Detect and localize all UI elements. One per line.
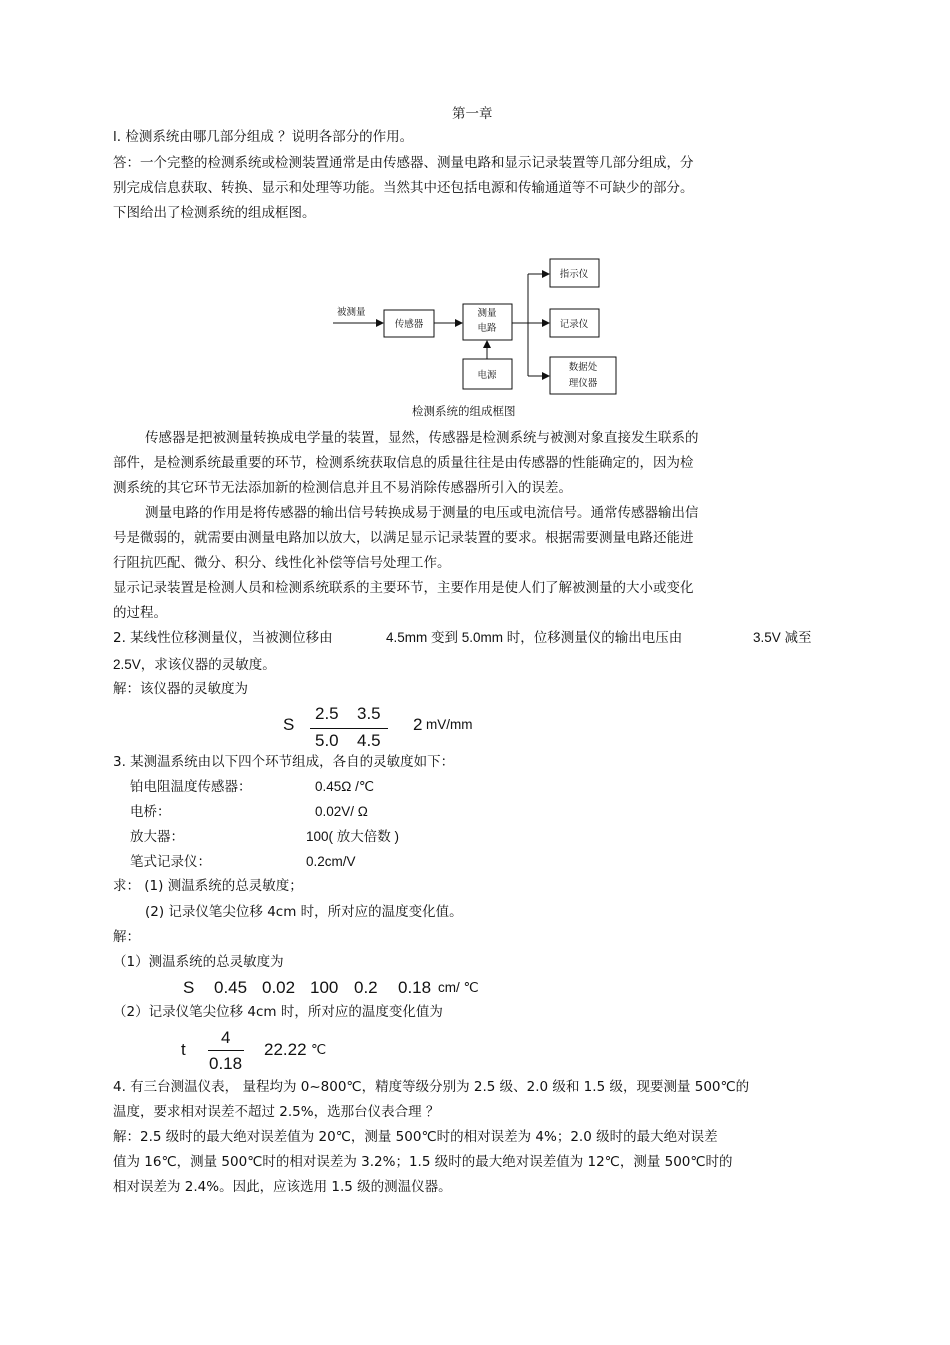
circuit-label-1: 测量 bbox=[477, 308, 497, 319]
fraction-bar bbox=[208, 1050, 244, 1051]
question-2-line: 2.5V，求该仪器的灵敏度。 bbox=[113, 657, 276, 672]
diagram-caption: 检测系统的组成框图 bbox=[412, 404, 516, 418]
solution-4-line: 相对误差为 2.4%。因此，应该选用 1.5 级的测温仪器。 bbox=[113, 1179, 452, 1195]
component-value: 0.2cm/V bbox=[306, 854, 356, 869]
circuit-label-2: 电路 bbox=[477, 323, 497, 334]
formula-result: 0.18 bbox=[398, 978, 432, 997]
display-paragraph-line: 显示记录装置是检测人员和检测系统联系的主要环节，主要作用是使人们了解被测量的大小或变化 bbox=[113, 580, 694, 596]
question-4-line: 温度，要求相对误差不超过 2.5%，选那台仪表合理 ？ bbox=[113, 1104, 440, 1120]
sensor-paragraph-line: 传感器是把被测量转换成电学量的装置，显然，传感器是检测系统与被测对象直接发生联系的 bbox=[145, 430, 699, 446]
formula-symbol-t: t bbox=[181, 1040, 186, 1059]
block-diagram bbox=[0, 0, 950, 420]
sensor-label: 传感器 bbox=[394, 319, 424, 330]
formula-factor: 100 bbox=[310, 978, 339, 997]
formula-factor: 0.45 bbox=[214, 978, 248, 997]
sensor-paragraph-line: 部件，是检测系统最重要的环节，检测系统获取信息的质量往往是由传感器的性能确定的，因为检 bbox=[113, 455, 694, 471]
solution-3-step: （1）测温系统的总灵敏度为 bbox=[113, 954, 284, 970]
input-label: 被测量 bbox=[337, 307, 366, 318]
component-value: 0.02V/ Ω bbox=[315, 804, 368, 819]
sensor-paragraph-line: 测系统的其它环节无法添加新的检测信息并且不易消除传感器所引入的误差。 bbox=[113, 480, 572, 496]
chapter-title: 第一章 bbox=[452, 106, 493, 122]
question-3-ask: (2) 记录仪笔尖位移 4cm 时，所对应的温度变化值。 bbox=[145, 904, 463, 920]
solution-2-label: 解：该仪器的灵敏度为 bbox=[113, 681, 248, 697]
formula-unit: ℃ bbox=[311, 1042, 327, 1057]
formula-factor: 0.2 bbox=[354, 978, 378, 997]
formula-result: 2 bbox=[413, 715, 423, 734]
answer-1-line: 下图给出了检测系统的组成框图。 bbox=[113, 205, 316, 221]
fraction-numerator: 2.5 bbox=[315, 704, 339, 723]
answer-1-line: 别完成信息获取、转换、显示和处理等功能。当然其中还包括电源和传输通道等不可缺少的部分。 bbox=[113, 180, 694, 196]
recorder-label: 记录仪 bbox=[559, 319, 589, 330]
component-value: 100( 放大倍数 ) bbox=[306, 829, 400, 844]
component-name: 电桥： bbox=[130, 804, 171, 820]
formula-symbol-S: S bbox=[283, 715, 295, 734]
question-2-part: 3.5V 减至 bbox=[753, 630, 812, 645]
fraction-numerator: 4 bbox=[221, 1028, 231, 1047]
processor-label-1: 数据处 bbox=[568, 362, 598, 373]
answer-1-line: 答：一个完整的检测系统或检测装置通常是由传感器、测量电路和显示记录装置等几部分组成，分 bbox=[113, 155, 694, 171]
solution-3-label: 解： bbox=[113, 929, 140, 945]
solution-4-line: 解：2.5 级时的最大绝对误差值为 20℃，测量 500℃时的相对误差为 4%；2.0 级时的最大绝对误差 bbox=[113, 1129, 718, 1145]
formula-factor: 0.02 bbox=[262, 978, 296, 997]
question-4-line: 4. 有三台测温仪表， 量程均为 0~800℃，精度等级分别为 2.5 级、2.0 级和 1.5 级，现要测量 500℃的 bbox=[113, 1079, 750, 1095]
indicator-label: 指示仪 bbox=[559, 269, 589, 280]
fraction-denominator: 5.0 bbox=[315, 731, 339, 750]
solution-3-step: （2）记录仪笔尖位移 4cm 时，所对应的温度变化值为 bbox=[113, 1004, 443, 1020]
component-name: 放大器： bbox=[130, 829, 184, 845]
formula-symbol-S: S bbox=[183, 978, 195, 997]
formula-result: 22.22 bbox=[264, 1040, 307, 1059]
display-paragraph-line: 的过程。 bbox=[113, 605, 167, 621]
fraction-bar bbox=[310, 728, 388, 729]
question-3: 3. 某测温系统由以下四个环节组成，各自的灵敏度如下： bbox=[113, 754, 455, 770]
solution-4-line: 值为 16℃，测量 500℃时的相对误差为 3.2%；1.5 级时的最大绝对误差值为 12℃，测量 500℃时的 bbox=[113, 1154, 733, 1170]
formula-unit: mV/mm bbox=[426, 717, 473, 732]
processor-label-2: 理仪器 bbox=[568, 378, 598, 389]
component-name: 铂电阻温度传感器： bbox=[130, 779, 252, 795]
fraction-numerator: 3.5 bbox=[357, 704, 381, 723]
fraction-denominator: 0.18 bbox=[209, 1054, 243, 1073]
formula-unit: cm/ ℃ bbox=[438, 980, 479, 995]
circuit-paragraph-line: 号是微弱的，就需要由测量电路加以放大，以满足显示记录装置的要求。根据需要测量电路还能进 bbox=[113, 530, 694, 546]
power-label: 电源 bbox=[477, 370, 497, 381]
question-2-part: 2. 某线性位移测量仪，当被测位移由 bbox=[113, 630, 333, 646]
question-2-part: 4.5mm 变到 5.0mm 时，位移测量仪的输出电压由 bbox=[386, 630, 683, 645]
fraction-denominator: 4.5 bbox=[357, 731, 381, 750]
component-name: 笔式记录仪： bbox=[130, 854, 211, 870]
circuit-paragraph-line: 测量电路的作用是将传感器的输出信号转换成易于测量的电压或电流信号。通常传感器输出信 bbox=[145, 505, 699, 521]
component-value: 0.45Ω /℃ bbox=[315, 779, 375, 794]
question-1: l. 检测系统由哪几部分组成 ？说明各部分的作用。 bbox=[113, 129, 414, 145]
question-3-ask: 求： (1) 测温系统的总灵敏度； bbox=[113, 878, 303, 894]
circuit-paragraph-line: 行阻抗匹配、微分、积分、线性化补偿等信号处理工作。 bbox=[113, 555, 451, 571]
